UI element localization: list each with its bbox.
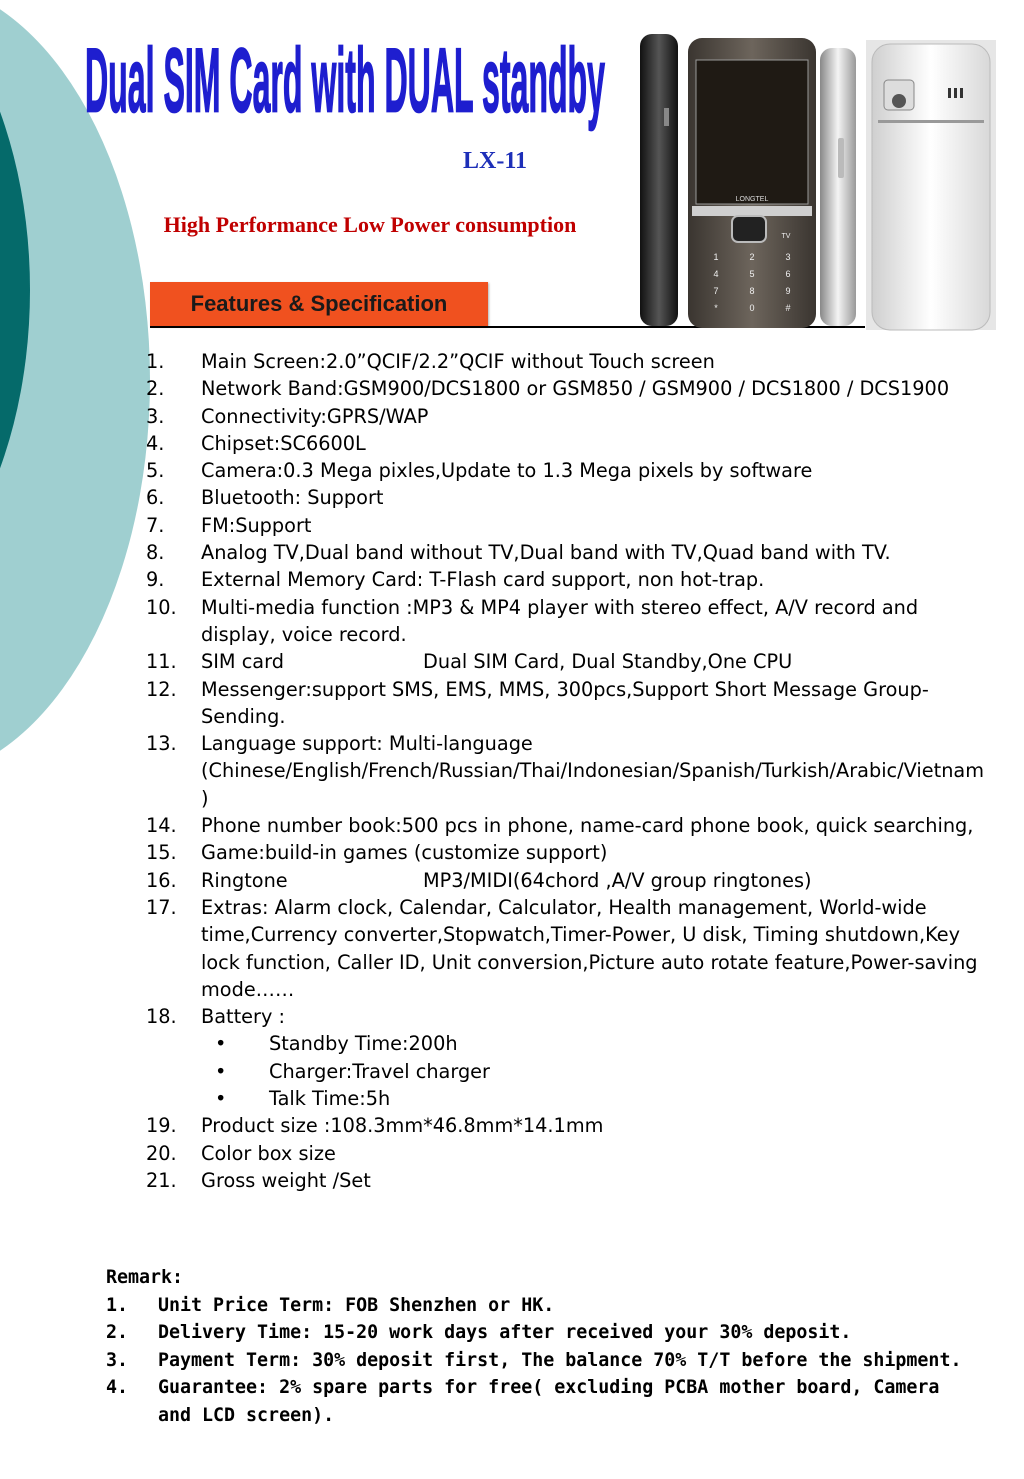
keypad-key: 1	[713, 252, 719, 262]
remark-item	[106, 1347, 966, 1375]
spec-item	[146, 894, 986, 1003]
spec-item	[146, 457, 986, 484]
spec-item	[146, 867, 986, 894]
spec-text: Main Screen:2.0”QCIF/2.2”QCIF without Touch screen	[201, 350, 715, 373]
remark-list	[106, 1292, 966, 1430]
spec-number: 19.	[146, 1114, 177, 1138]
battery-item	[201, 1030, 986, 1057]
battery-item-text: Talk Time:5h	[269, 1087, 391, 1111]
phone-side-black	[640, 34, 678, 326]
keypad-key: 4	[713, 269, 719, 279]
spec-item	[146, 403, 986, 430]
spec-number: 17.	[146, 895, 177, 919]
spec-number: 20.	[146, 1141, 177, 1165]
spec-text: Language support: Multi-language (Chinese/English/French/Russian/Thai/Indonesian/Spanish/Turkish/Arabic/Vietnam )	[201, 732, 985, 810]
remark-text: Delivery Time: 15-20 work days after received your 30% deposit.	[158, 1322, 852, 1343]
spec-item	[146, 539, 986, 566]
page-title	[60, 29, 630, 148]
spec-text: FM:Support	[201, 513, 312, 537]
spec-item	[146, 594, 986, 649]
spec-number: 12.	[146, 677, 177, 701]
spec-item	[146, 1003, 986, 1112]
battery-item-text: Standby Time:200h	[269, 1032, 458, 1056]
spec-item	[146, 566, 986, 593]
model-number: LX-11	[462, 148, 527, 174]
spec-item	[146, 348, 986, 375]
spec-text: Chipset:SC6600L	[201, 431, 366, 455]
spec-number: 10.	[146, 595, 177, 619]
spec-number: 6.	[146, 486, 165, 510]
keypad-key: 2	[749, 252, 755, 262]
spec-item	[146, 812, 986, 839]
bullet-icon: •	[215, 1059, 227, 1083]
spec-list	[146, 348, 986, 1194]
spec-text: Gross weight /Set	[201, 1168, 371, 1192]
remark-text: Guarantee: 2% spare parts for free( excluding PCBA mother board, Camera and LCD screen).	[158, 1377, 940, 1426]
remark-number: 1.	[106, 1294, 129, 1316]
spec-item	[146, 512, 986, 539]
phone-brand-text: LONGTEL	[735, 196, 769, 203]
bullet-icon: •	[215, 1087, 227, 1111]
spec-text: Multi-media function :MP3 & MP4 player with stereo effect, A/V record and display, voice record.	[201, 595, 919, 646]
spec-item	[146, 1112, 986, 1139]
spec-number: 11.	[146, 650, 177, 674]
spec-item	[146, 1167, 986, 1194]
keypad-key: 5	[749, 269, 755, 279]
remark-heading: Remark:	[106, 1267, 184, 1288]
keypad-key: 6	[785, 269, 791, 279]
features-heading: Features & Specification	[150, 282, 488, 326]
remark-number: 3.	[106, 1349, 129, 1371]
spec-item	[146, 430, 986, 457]
phone-side-silver	[820, 48, 856, 326]
remark-item	[106, 1292, 966, 1320]
spec-number: 14.	[146, 814, 177, 838]
remark-text: Unit Price Term: FOB Shenzhen or HK.	[158, 1294, 555, 1316]
spec-item	[146, 676, 986, 731]
page-title-text: Dual SIM Card with DUAL standby	[85, 29, 606, 132]
tagline: High Performance Low Power consumption	[163, 212, 577, 237]
spec-number: 1.	[146, 350, 165, 373]
spec-text: Phone number book:500 pcs in phone, name-card phone book, quick searching,	[201, 814, 974, 838]
bullet-icon: •	[215, 1032, 227, 1056]
battery-item	[201, 1085, 986, 1112]
spec-number: 4.	[146, 431, 165, 455]
remark-text: Payment Term: 30% deposit first, The balance 70% T/T before the shipment.	[158, 1349, 962, 1371]
spec-text: Color box size	[201, 1141, 336, 1165]
spec-text: Network Band:GSM900/DCS1800 or GSM850 / GSM900 / DCS1800 / DCS1900	[201, 377, 950, 401]
spec-item	[146, 484, 986, 511]
spec-number: 21.	[146, 1168, 177, 1192]
spec-text: Analog TV,Dual band without TV,Dual band with TV,Quad band with TV.	[201, 541, 891, 565]
battery-item	[201, 1058, 986, 1085]
spec-text: Connectivity:GPRS/WAP	[201, 404, 429, 428]
spec-text: Battery :	[201, 1005, 285, 1029]
keypad-key: 3	[785, 252, 791, 262]
spec-number: 16.	[146, 868, 177, 892]
spec-number: 9.	[146, 568, 165, 592]
spec-text: Bluetooth: Support	[201, 486, 384, 510]
spec-number: 8.	[146, 541, 165, 565]
spec-text: Messenger:support SMS, EMS, MMS, 300pcs,Support Short Message Group-Sending.	[201, 677, 929, 728]
spec-number: 18.	[146, 1005, 177, 1029]
keypad-key: 0	[749, 303, 755, 313]
spec-number: 2.	[146, 377, 165, 401]
spec-text: Extras: Alarm clock, Calendar, Calculator, Health management, World-wide time,Currency converter,Stopwatch,Timer-Power, U disk, Timing shutdown,Key lock function, Caller ID, Unit conversion,Picture auto rotate feature,Power-saving mode……	[201, 895, 978, 1001]
spec-text: External Memory Card: T-Flash card support, non hot-trap.	[201, 568, 765, 592]
spec-number: 5.	[146, 459, 165, 483]
battery-list	[201, 1030, 986, 1112]
spec-label: Ringtone	[201, 868, 288, 892]
remark-number: 4.	[106, 1377, 129, 1398]
remark-section	[106, 1264, 966, 1429]
spec-item	[146, 730, 986, 812]
spec-label: SIM card	[201, 650, 284, 674]
remark-number: 2.	[106, 1322, 129, 1343]
keypad-key: *	[714, 303, 718, 313]
battery-item-text: Charger:Travel charger	[269, 1059, 490, 1083]
remark-item	[106, 1319, 966, 1347]
spec-item	[146, 375, 986, 402]
phone-product-images	[628, 28, 998, 332]
keypad-key: #	[785, 303, 791, 313]
tv-key-label: TV	[781, 233, 791, 240]
spec-item	[146, 648, 986, 675]
spec-value: MP3/MIDI(64chord ,A/V group ringtones)	[423, 868, 812, 892]
spec-number: 7.	[146, 513, 165, 537]
spec-number: 13.	[146, 732, 177, 756]
spec-text: Product size :108.3mm*46.8mm*14.1mm	[201, 1114, 604, 1138]
spec-number: 3.	[146, 404, 165, 428]
spec-value: Dual SIM Card, Dual Standby,One CPU	[423, 650, 793, 674]
spec-text: Camera:0.3 Mega pixles,Update to 1.3 Mega pixels by software	[201, 459, 813, 483]
spec-number: 15.	[146, 841, 177, 865]
spec-text: Game:build-in games (customize support)	[201, 841, 608, 865]
keypad-key: 9	[785, 286, 791, 296]
keypad-key: 7	[713, 286, 719, 296]
remark-item	[106, 1374, 966, 1429]
spec-item	[146, 1140, 986, 1167]
spec-item	[146, 839, 986, 866]
phone-illustration	[628, 28, 998, 332]
keypad-key: 8	[749, 286, 755, 296]
